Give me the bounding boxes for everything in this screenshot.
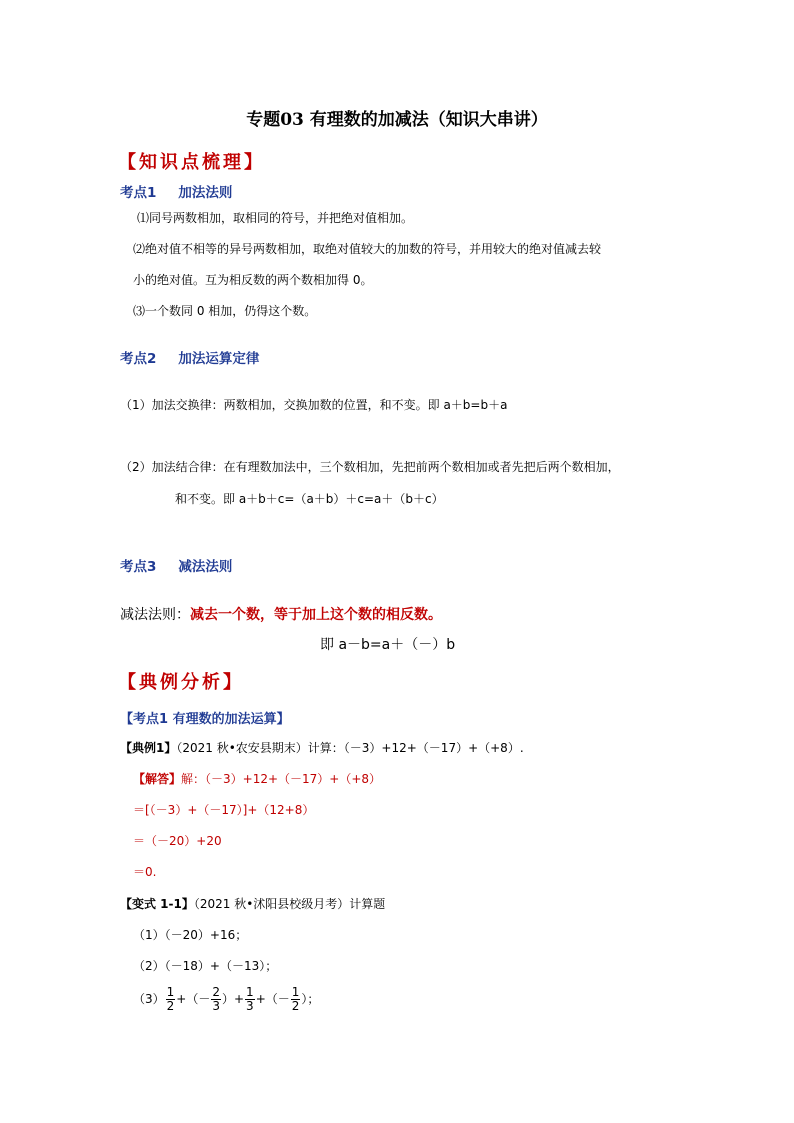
kp2-label: 考点2	[120, 351, 157, 367]
kp2-law-2-cont: 和不变。即 a＋b＋c=（a＋b）＋c=a＋（b＋c）	[175, 492, 444, 506]
kp1-rule-2-cont: 小的绝对值。互为相反数的两个数相加得 0。	[133, 273, 373, 287]
kp3-rule-prefix: 减法法则：	[120, 607, 190, 623]
variant-item-3-label: （3）	[133, 992, 165, 1006]
fraction-2: $\frac{2}{3}$	[212, 985, 220, 1013]
kp3-label: 考点3	[120, 559, 157, 575]
kp1-rule-1: ⑴同号两数相加，取相同的符号，并把绝对值相加。	[137, 211, 414, 225]
kp2-heading	[120, 347, 259, 367]
example-1	[120, 739, 524, 756]
fraction-3: $\frac{1}{3}$	[246, 985, 254, 1013]
answer-line-0	[133, 770, 381, 787]
section-examples-heading: 【典例分析】	[118, 672, 244, 693]
section-knowledge-heading: 【知识点梳理】	[118, 152, 265, 173]
fraction-4: $\frac{1}{2}$	[291, 985, 300, 1013]
kp3-rule	[120, 604, 442, 624]
answer-line-3: ＝0.	[133, 865, 157, 879]
kp3-heading	[120, 555, 232, 575]
kp1-rule-2: ⑵绝对值不相等的异号两数相加，取绝对值较大的加数的符号，并用较大的绝对值减去较	[133, 242, 602, 256]
example-topic-heading: 【考点1 有理数的加法运算】	[120, 712, 290, 727]
answer-tag: 【解答】	[133, 772, 182, 786]
variant-item-2: （2）（－18）+（－13）；	[133, 959, 278, 973]
kp3-name: 减法法则	[178, 559, 233, 575]
example-1-tag: 【典例1】	[120, 741, 177, 755]
page-title: 专题03 有理数的加减法（知识大串讲）	[246, 110, 548, 130]
answer-line-2: ＝（－20）+20	[133, 834, 222, 848]
variant-item-1: （1）（－20）+16；	[133, 928, 248, 942]
kp1-label: 考点1	[120, 185, 157, 201]
kp1-heading	[120, 181, 232, 201]
variant-item-3: （3） $\frac{1}{2}$ +（－ $\frac{2}{3}$ ）+ $\frac{1}{3}$ +（－ $\frac{1}{2}$ ）；	[133, 985, 320, 1013]
variant-tag: 【变式 1-1】	[120, 897, 194, 911]
answer-line-0-text: 解：（－3）+12+（－17）+（+8）	[181, 772, 382, 786]
example-1-text: （2021 秋•农安县期末）计算：（－3）+12+（－17）+（+8）.	[176, 741, 524, 755]
kp3-formula: 即 a－b=a＋（－）b	[320, 637, 456, 653]
kp1-name: 加法法则	[178, 185, 233, 201]
variant-text: （2021 秋•沭阳县校级月考）计算题	[193, 897, 386, 911]
kp2-law-1: （1）加法交换律：两数相加，交换加数的位置，和不变。即 a＋b=b＋a	[120, 398, 508, 412]
answer-line-1: ＝[（－3）+（－17）]+（12+8）	[133, 803, 315, 817]
fraction-1: $\frac{1}{2}$	[166, 985, 175, 1013]
kp2-name: 加法运算定律	[178, 351, 260, 367]
variant-1-1	[120, 895, 385, 912]
kp2-law-2: （2）加法结合律：在有理数加法中，三个数相加，先把前两个数相加或者先把后两个数相加，	[120, 460, 620, 474]
kp1-rule-3: ⑶一个数同 0 相加，仍得这个数。	[133, 304, 317, 318]
kp3-rule-text: 减去一个数，等于加上这个数的相反数。	[190, 607, 442, 623]
